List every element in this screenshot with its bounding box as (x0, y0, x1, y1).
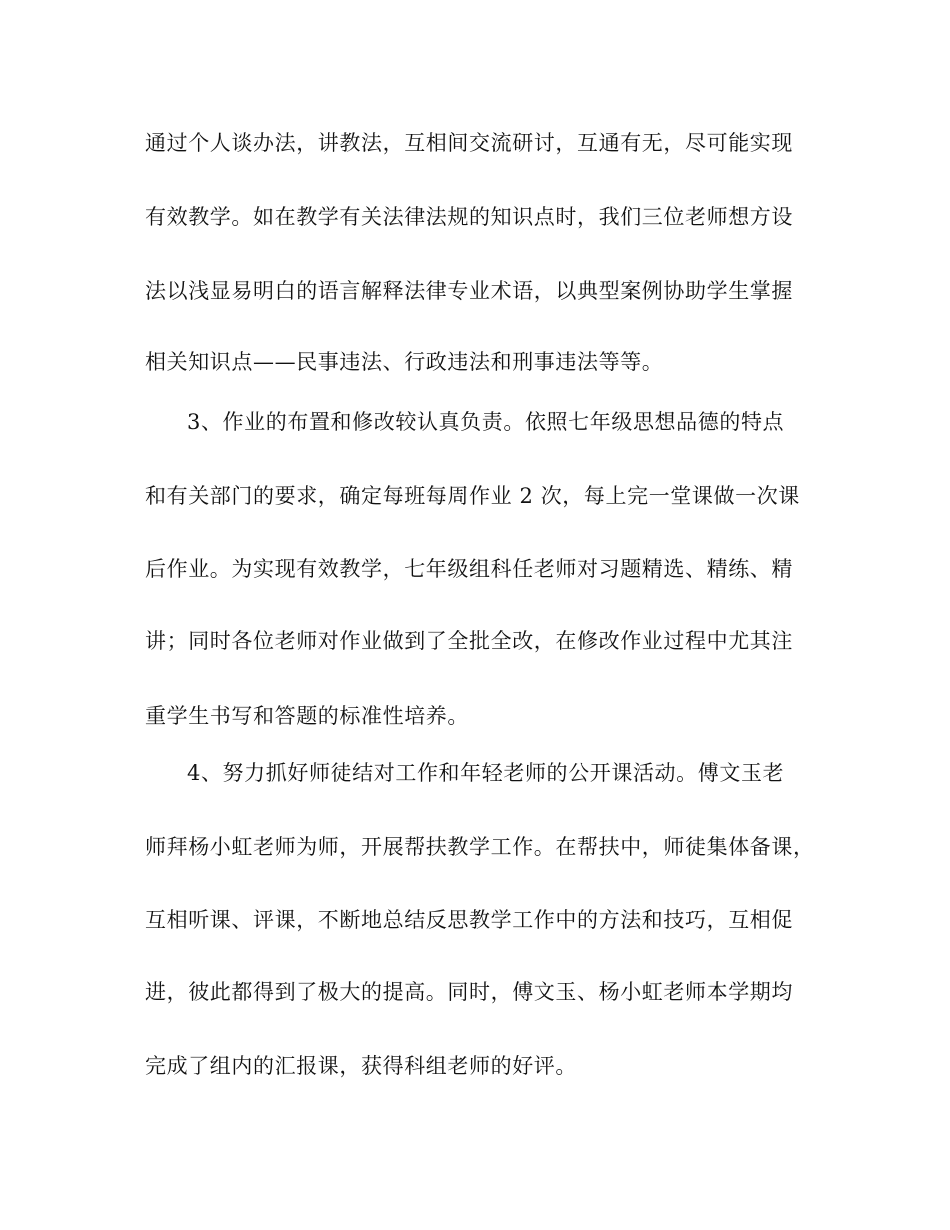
paragraph-line: 通过个人谈办法，讲教法，互相间交流研讨，互通有无，尽可能实现 (145, 131, 793, 155)
paragraph-first-line: 3、作业的布置和修改较认真负责。依照七年级思想品德的特点 (187, 410, 785, 434)
paragraph-line: 有效教学。如在教学有关法律法规的知识点时，我们三位老师想方设 (145, 205, 793, 229)
paragraph-first-line: 4、努力抓好师徒结对工作和年轻老师的公开课活动。傅文玉老 (187, 761, 785, 785)
paragraph-line: 后作业。为实现有效教学，七年级组科任老师对习题精选、精练、精 (145, 557, 793, 581)
paragraph-line: 讲；同时各位老师对作业做到了全批全改，在修改作业过程中尤其注 (145, 629, 793, 653)
paragraph-line: 师拜杨小虹老师为师，开展帮扶教学工作。在帮扶中，师徒集体备课， (145, 835, 815, 859)
paragraph-line: 完成了组内的汇报课，获得科组老师的好评。 (145, 1054, 577, 1078)
paragraph-line: 和有关部门的要求，确定每班每周作业 2 次，每上完一堂课做一次课 (145, 484, 800, 508)
paragraph-line: 重学生书写和答题的标准性培养。 (145, 704, 469, 728)
paragraph-line: 法以浅显易明白的语言解释法律专业术语，以典型案例协助学生掌握 (145, 279, 793, 303)
paragraph-line: 进，彼此都得到了极大的提高。同时，傅文玉、杨小虹老师本学期均 (145, 980, 793, 1004)
paragraph-line: 互相听课、评课，不断地总结反思教学工作中的方法和技巧，互相促 (145, 908, 793, 932)
paragraph-line: 相关知识点——民事违法、行政违法和刑事违法等等。 (145, 350, 664, 374)
